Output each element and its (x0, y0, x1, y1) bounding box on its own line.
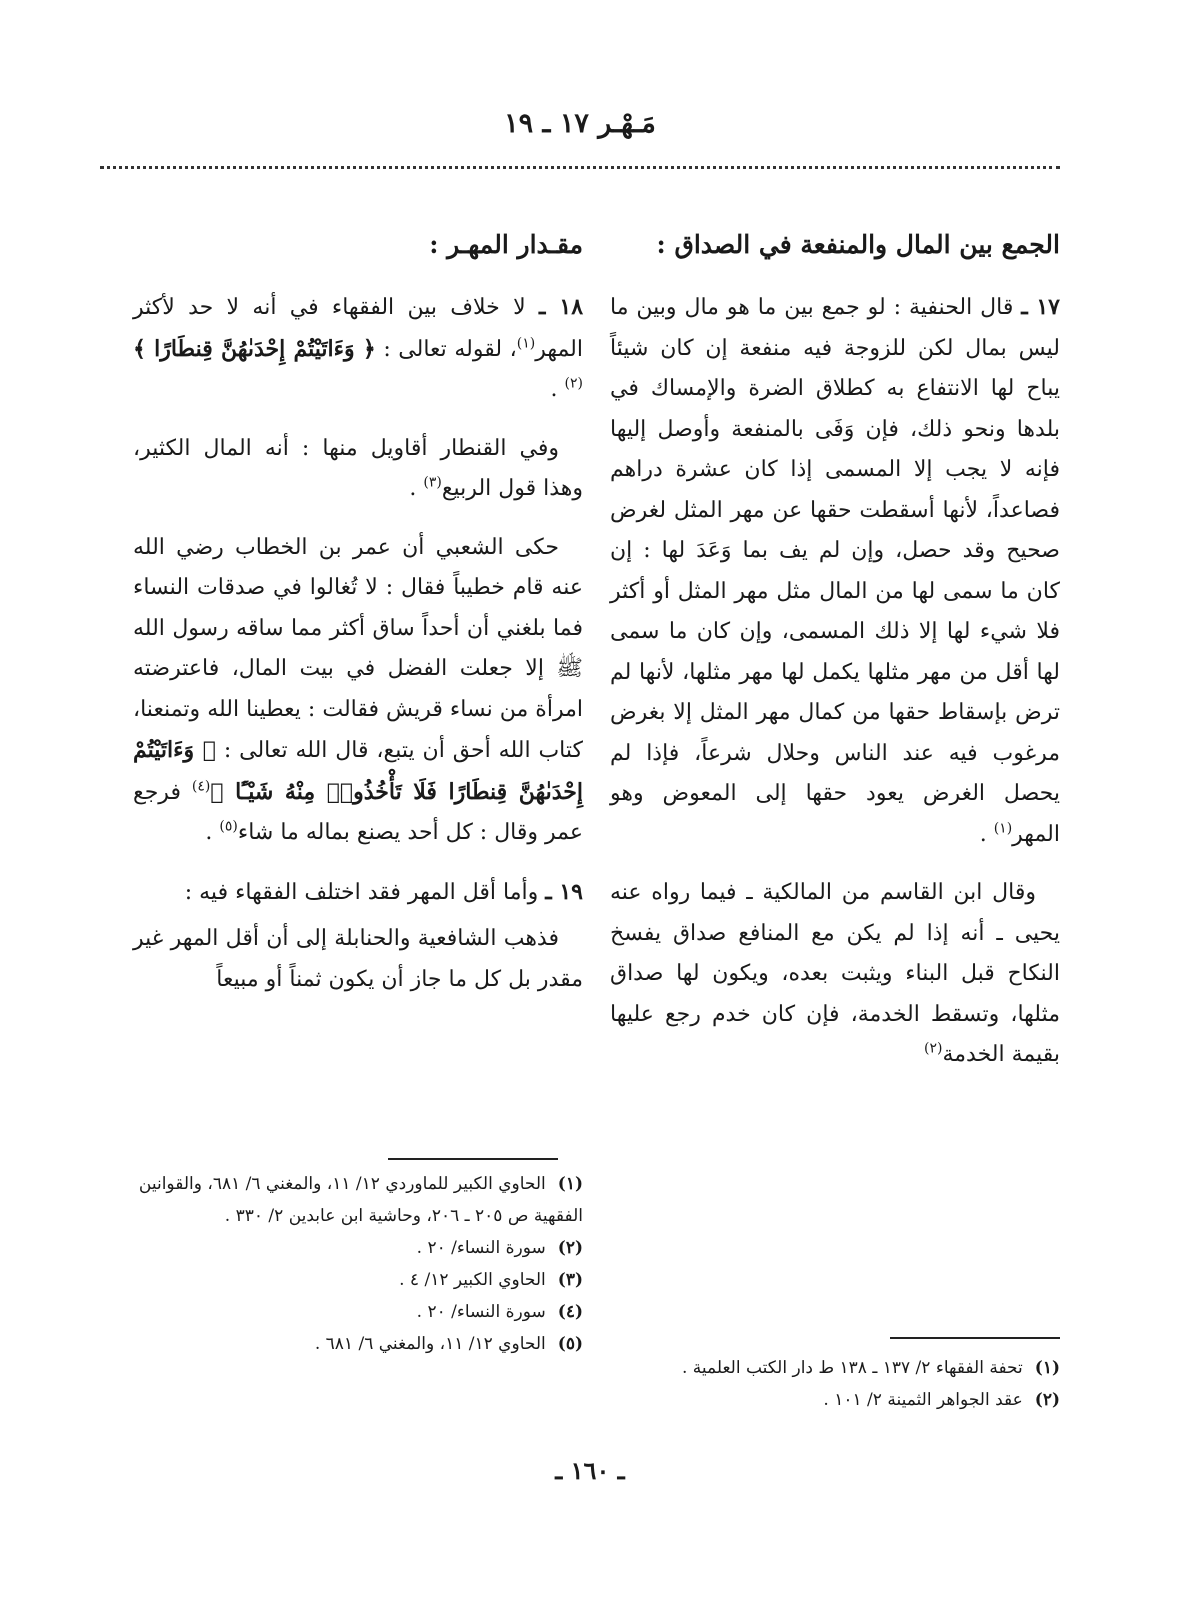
footnote-ref: (٥) (219, 818, 238, 835)
paragraph-umar: حكى الشعبي أن عمر بن الخطاب رضي الله عنه قام خطيباً فقال : لا تُغالوا في صدقات النساء فما بلغني أن أحداً ساق أكثر مما ساقه رسول الله ﷺ إلا جعلت الفضل في بيت المال، فاعترضته امرأة من نساء قريش فقالت : يعطينا الله وتمنعنا، كتاب الله أحق أن يتبع، قال الله تعالى : ﴿ وَءَاتَيْتُمْ إِحْدَىٰهُنَّ قِنطَارًا فَلَا تَأْخُذُوا۟ مِنْهُ شَيْـًٔا ﴾$^{(٤)}$ فرجع عمر وقال : كل أحد يصنع بماله ما شاء$^{(٥)}$ . (133, 534, 584, 845)
footnotes-left (133, 1168, 583, 1360)
paragraph-number: ١٧ ـ (1021, 294, 1060, 320)
footnote-rule (890, 1337, 1060, 1339)
footnote: (٢)سورة النساء/ ٢٠ . (416, 1238, 583, 1258)
section-title-combining-money-and-benefit: الجمع بين المال والمنفعة في الصداق : (656, 230, 1060, 259)
paragraph-number: ١٨ ـ (538, 294, 584, 320)
header-dotted-rule (100, 166, 1060, 169)
footnote-ref: (١) (516, 335, 536, 352)
paragraph-text: قال الحنفية : لو جمع بين ما هو مال وبين ما ليس بمال لكن للزوجة فيه منفعة إن كان شيئاً يباح لها الانتفاع به كطلاق الضرة والإمساك في بلدها ونحو ذلك، فإن وَفَى بالمنفعة وأوصل إليها فإنه لا يجب إلا المسمى إذا كان عشرة دراهم فصاعداً، لأنها أسقطت حقها عن مهر المثل لغرض صحيح وقد حصل، وإن لم يف بما وَعَدَ لها : إن كان ما سمى لها من المال مثل مهر المثل أو أكثر فلا شيء لها إلا ذلك المسمى، وإن كان ما سمى لها أقل من مهر مثلها يكمل لها مهر مثلها، لأنها لم ترض بإسقاط حقها من كمال مهر المثل إلا بغرض مرغوب فيه عند الناس وحلال شرعاً، فإذا لم يحصل الغرض يعود حقها إلى المعوض وهو المهر (610, 295, 1060, 847)
paragraph-maliki (610, 873, 1060, 1076)
footnote: (٢)عقد الجواهر الثمينة ٢/ ١٠١ . (823, 1390, 1060, 1410)
footnote-ref: (٢) (923, 1040, 943, 1057)
footnote: (٤)سورة النساء/ ٢٠ . (416, 1302, 583, 1322)
left-column (133, 215, 583, 1018)
paragraph-17: ١٧ ـ قال الحنفية : لو جمع بين ما هو مال وبين ما ليس بمال لكن للزوجة فيه منفعة إن كان شيئاً يباح لها الانتفاع به كطلاق الضرة والإمساك في بلدها ونحو ذلك، فإن وَفَى بالمنفعة وأوصل إليها فإنه لا يجب إلا المسمى إذا كان عشرة دراهم فصاعداً، لأنها أسقطت حقها عن مهر المثل لغرض صحيح وقد حصل، وإن لم يف بما وَعَدَ لها : إن كان ما سمى لها من المال مثل مهر المثل أو أكثر فلا شيء لها إلا ذلك المسمى، وإن كان ما سمى لها أقل من مهر مثلها يكمل لها مهر مثلها، لأنها لم ترض بإسقاط حقها من كمال مهر المثل إلا بغرض مرغوب فيه عند الناس وحلال شرعاً، فإذا لم يحصل الغرض يعود حقها إلى المعوض وهو المهر$^{(١)}$ . (610, 294, 1060, 847)
footnote: (٣)الحاوي الكبير ١٢/ ٤ . (399, 1270, 583, 1290)
section-title-amount-of-dower: مقـدار المهـر : (429, 230, 583, 259)
running-title: مَـهْـر ١٧ ـ ١٩ (504, 108, 656, 139)
paragraph-text: وقال ابن القاسم من المالكية ـ فيما رواه عنه يحيى ـ أنه إذا لم يكن مع المنافع صداق يفسخ النكاح قبل البناء ويثبت بعده، ويكون لها صداق مثلها، وتسقط الخدمة، فإن كان خدم رجع عليها بقيمة الخدمة (610, 880, 1060, 1067)
footnote: (١)تحفة الفقهاء ٢/ ١٣٧ ـ ١٣٨ ط دار الكتب العلمية . (681, 1358, 1060, 1378)
footnote-ref: (٢) (564, 375, 583, 392)
footnote: (١)الحاوي الكبير للماوردي ١٢/ ١١، والمغني ٦/ ٦٨١، والقوانين الفقهية ص ٢٠٥ ـ ٢٠٦، وحاشية ابن عابدين ٢/ ٣٣٠ . (138, 1174, 583, 1226)
footnotes-right (610, 1352, 1060, 1416)
paragraph-qintar: وفي القنطار أقاويل منها : أنه المال الكثير، وهذا قول الربيع$^{(٣)}$ . (133, 435, 583, 501)
footnote-ref: (٤) (191, 778, 211, 795)
quran-verse: ﴿ وَءَاتَيْتُمْ إِحْدَىٰهُنَّ قِنطَارًا فَلَا تَأْخُذُوا۟ مِنْهُ شَيْـًٔا ﴾ (133, 737, 584, 805)
page-number: ـ ١٦٠ ـ (555, 1456, 625, 1485)
footnote-rule (388, 1158, 558, 1160)
footnote-ref: (٣) (423, 474, 442, 491)
paragraph-shafii: فذهب الشافعية والحنابلة إلى أن أقل المهر غير مقدر بل كل ما جاز أن يكون ثمناً أو مبيعاً (133, 926, 583, 992)
quran-verse: ﴿ وَءَاتَيْتُمْ إِحْدَىٰهُنَّ قِنطَارًا ﴾ (133, 335, 376, 362)
footnote-ref: (١) (993, 820, 1013, 837)
footnote: (٥)الحاوي ١٢/ ١١، والمغني ٦/ ٦٨١ . (314, 1334, 583, 1354)
right-column (610, 215, 1060, 1094)
paragraph-18: ١٨ ـ لا خلاف بين الفقهاء في أنه لا حد لأكثر المهر$^{(١)}$، لقوله تعالى : ﴿ وَءَاتَيْتُمْ إِحْدَىٰهُنَّ قِنطَارًا ﴾$^{(٢)}$ . (133, 294, 584, 402)
paragraph-19: ١٩ ـ وأما أقل المهر فقد اختلف الفقهاء فيه : (184, 878, 583, 905)
paragraph-number: ١٩ ـ (545, 878, 583, 905)
